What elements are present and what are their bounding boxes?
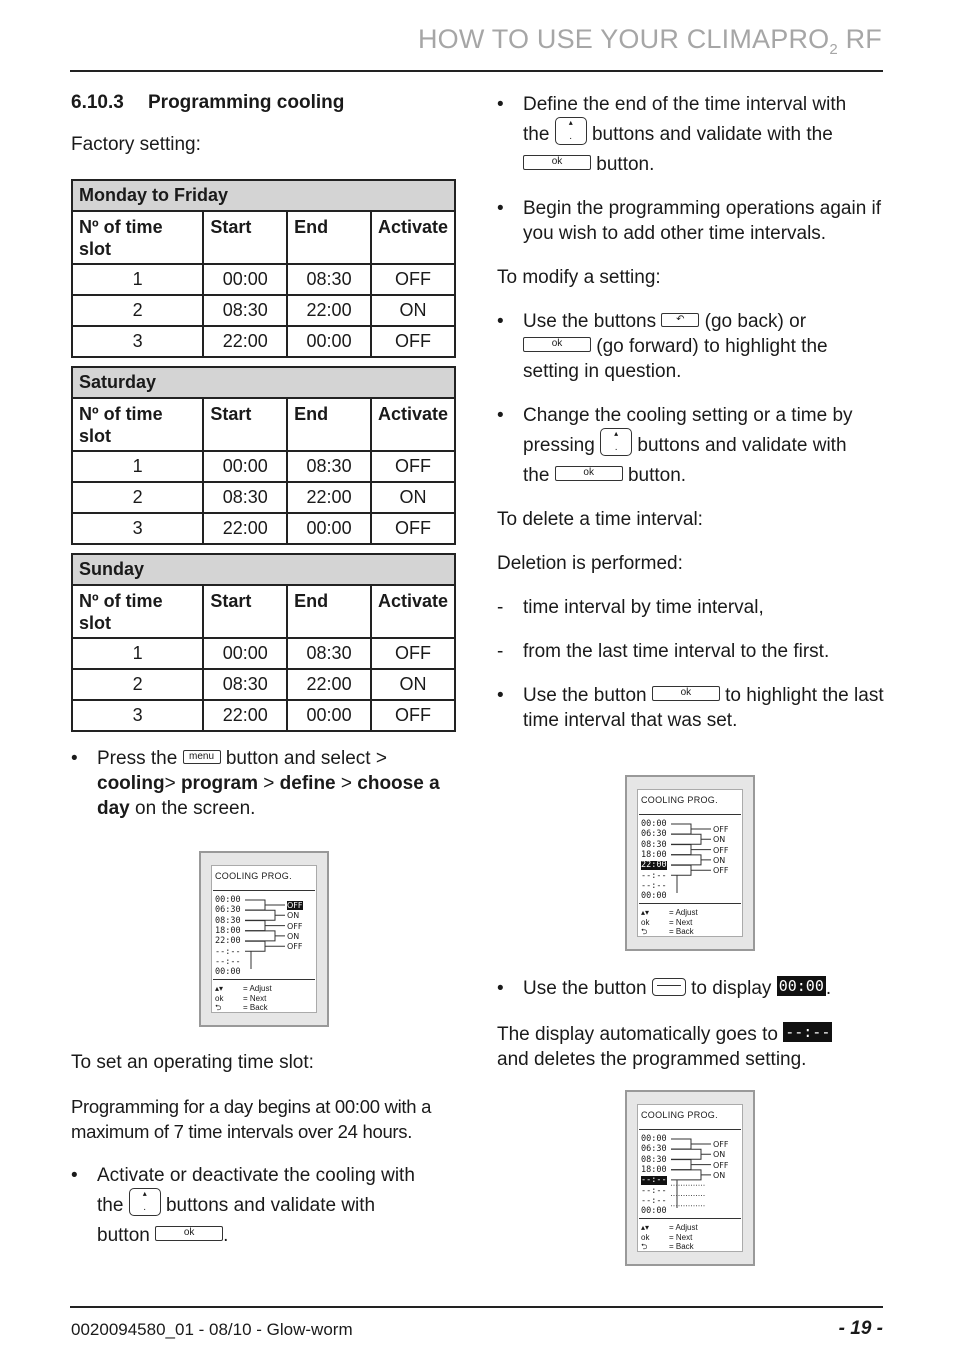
table-cell: 2 [72, 295, 203, 326]
table-cell: OFF [371, 326, 455, 357]
define-end-bullet: • Define the end of the time interval with the ▴ · buttons and validate with the ok button. [497, 92, 887, 177]
table-cell: OFF [371, 264, 455, 295]
screen-state: OFF [713, 1160, 729, 1170]
screen-legend-label: = Next [243, 993, 267, 1003]
table-cell: 22:00 [203, 326, 287, 357]
header-subscript: 2 [829, 41, 838, 58]
screen-state: OFF [713, 825, 729, 834]
header-title: HOW TO USE YOUR CLIMAPRO [417, 24, 830, 54]
screen-state: ON [287, 911, 300, 921]
factory-setting-label: Factory setting: [71, 134, 201, 155]
screen-time: 06:30 [215, 905, 241, 916]
table-day: Monday to Friday [72, 180, 455, 211]
screen-time: --:-- [641, 1185, 667, 1196]
table-column-header: End [287, 211, 371, 264]
table-cell: 22:00 [203, 700, 287, 731]
table-cell: 22:00 [287, 295, 371, 326]
table-column-header: Start [203, 398, 287, 451]
table-cell: 00:00 [203, 451, 287, 482]
screen-time: 18:00 [215, 925, 241, 936]
screen-time: 22:00 [215, 936, 241, 947]
table-cell: OFF [371, 513, 455, 544]
table-cell: 1 [72, 451, 203, 482]
schedule-tables [71, 179, 456, 732]
change-bullet: • Change the cooling setting or a time by pressing ▴ · buttons and validate with the ok button. [497, 403, 887, 488]
up-down-buttons-icon [600, 428, 632, 456]
table-cell: OFF [371, 638, 455, 669]
table-cell: 00:00 [203, 638, 287, 669]
cooling-prog-screen-2 [625, 775, 755, 951]
activate-bullet: • Activate or deactivate the cooling with the ▴ · buttons and validate with button ok . [71, 1163, 456, 1248]
table-cell: 22:00 [203, 513, 287, 544]
up-down-buttons-icon [555, 117, 587, 145]
begin-bullet: • Begin the programming operations again if you wish to add other time intervals. [497, 198, 882, 244]
table-column-header: Start [203, 585, 287, 638]
table-cell: ON [371, 295, 455, 326]
section-number: 6.10.3 [71, 92, 124, 113]
screen-legend-label: = Next [669, 917, 693, 927]
section-heading: Programming cooling [148, 92, 345, 113]
screen-legend-label: = Next [669, 1232, 693, 1242]
screen-state: OFF [713, 845, 729, 855]
ok-button-icon: ok [555, 466, 623, 481]
table-cell: 08:30 [203, 295, 287, 326]
screen-time: 08:30 [641, 839, 667, 850]
screen-legend-key: ok [215, 993, 224, 1003]
screen-state: OFF [713, 1140, 729, 1149]
screen-legend-label: = Adjust [669, 908, 698, 917]
table-column-header: Start [203, 211, 287, 264]
time-chip: 00:00 [778, 976, 824, 995]
footer-text: 0020094580_01 - 08/10 - Glow-worm [71, 1320, 353, 1339]
screen-legend-label: = Back [669, 927, 694, 936]
up-down-buttons-icon [129, 1188, 161, 1216]
set-slot-label: To set an operating time slot: [71, 1052, 314, 1073]
section-title [71, 92, 456, 114]
screen-legend-label: = Adjust [243, 984, 272, 993]
header-title-end: RF [837, 24, 882, 54]
table-cell: 08:30 [287, 451, 371, 482]
table-cell: 08:30 [203, 669, 287, 700]
screen-time: 00:00 [215, 895, 241, 905]
screen-time: --:-- [641, 1195, 667, 1206]
adjust-button-icon [652, 978, 686, 996]
screen-time: 08:30 [641, 1154, 667, 1165]
dash-item-2: - from the last time interval to the first. [497, 641, 830, 662]
table-cell: 08:30 [287, 638, 371, 669]
screen-time: 00:00 [641, 819, 667, 829]
back-button-icon: ↶ [661, 313, 699, 327]
page-number: - 19 - [838, 1318, 883, 1339]
table-cell: 3 [72, 700, 203, 731]
table-column-header: Activate [371, 211, 455, 264]
table-cell: 00:00 [203, 264, 287, 295]
header-rule [70, 70, 883, 72]
modify-label: To modify a setting: [497, 267, 661, 288]
screen-state: OFF [287, 921, 303, 931]
left-column [71, 92, 456, 821]
table-cell: OFF [371, 700, 455, 731]
screen-legend-label: = Adjust [669, 1223, 698, 1232]
screen-time: 06:30 [641, 1144, 667, 1155]
table-column-header: Activate [371, 398, 455, 451]
use-ok-bullet: • Use the button ok to highlight the last time interval that was set. [497, 685, 884, 731]
table-cell: 00:00 [287, 700, 371, 731]
left-lower [71, 1050, 456, 1248]
table-cell: 00:00 [287, 513, 371, 544]
screen-legend-key: ▴▾ [215, 984, 224, 993]
table-cell: ON [371, 482, 455, 513]
screen-time: --:-- [641, 870, 667, 881]
table-cell: 08:30 [203, 482, 287, 513]
screen-state: OFF [287, 901, 303, 910]
screen-legend-label: = Back [243, 1003, 268, 1012]
screen-title: COOLING PROG. [641, 795, 718, 805]
screen-state: ON [287, 931, 300, 941]
screen-time: 00:00 [641, 1134, 667, 1144]
table-column-header: Nº of time slot [72, 398, 203, 451]
table-cell: 2 [72, 669, 203, 700]
screen-time: --:-- [215, 956, 241, 967]
table-column-header: End [287, 585, 371, 638]
table-row [72, 669, 455, 700]
table-row [72, 513, 455, 544]
cooling-prog-screen-1 [199, 851, 329, 1027]
footer-rule [70, 1306, 883, 1308]
table-cell: 3 [72, 326, 203, 357]
use-display-bullet: • Use the button to display 00:00 . [497, 976, 832, 999]
table-cell: 08:30 [287, 264, 371, 295]
press-menu-bullet: • Press the menu button and select > cooling> program > define > choose a day on the screen. [71, 748, 440, 819]
table-row [72, 700, 455, 731]
auto-delete-text: The display automatically goes to --:-- and deletes the programmed setting. [497, 1022, 831, 1070]
table-column-header: End [287, 398, 371, 451]
screen-time: --:-- [641, 1175, 667, 1186]
table-day: Saturday [72, 367, 455, 398]
screen-time: 22:00 [641, 860, 667, 871]
page-header [418, 24, 882, 58]
screen-time: --:-- [641, 880, 667, 891]
table-cell: 3 [72, 513, 203, 544]
screen-legend-key: ▴▾ [641, 1223, 650, 1232]
screen-title: COOLING PROG. [641, 1110, 718, 1120]
deletion-label: Deletion is performed: [497, 553, 683, 574]
use-buttons-bullet: • Use the buttons ↶ (go back) or ok (go forward) to highlight the setting in question. [497, 311, 828, 382]
screen-time: 18:00 [641, 1164, 667, 1175]
table-row [72, 451, 455, 482]
table-column-header: Activate [371, 585, 455, 638]
table-row [72, 638, 455, 669]
schedule-table [71, 179, 456, 358]
schedule-table [71, 553, 456, 732]
screen-legend-key: ⮌ [641, 927, 648, 936]
ok-button-icon: ok [155, 1226, 223, 1241]
ok-button-icon: ok [523, 155, 591, 170]
screen-time: 08:30 [215, 915, 241, 926]
right-column [497, 92, 887, 733]
screen-time: --:-- [215, 946, 241, 957]
screen-legend-label: = Back [669, 1242, 694, 1251]
table-cell: 22:00 [287, 482, 371, 513]
screen-state: ON [713, 835, 726, 845]
menu-button-icon: menu [183, 750, 221, 764]
ok-button-icon: ok [652, 686, 720, 701]
screen-time: 00:00 [641, 891, 667, 902]
table-cell: OFF [371, 451, 455, 482]
screen-time: 06:30 [641, 829, 667, 840]
schedule-table [71, 366, 456, 545]
table-cell: 22:00 [287, 669, 371, 700]
screen-time: 00:00 [215, 967, 241, 978]
dash-item-1: - time interval by time interval, [497, 597, 764, 618]
delete-label: To delete a time interval: [497, 509, 703, 530]
screen-legend-key: ok [641, 1232, 650, 1242]
screen-state: ON [713, 1170, 726, 1180]
screen-state: OFF [713, 866, 729, 876]
right-lower [497, 976, 887, 1072]
table-row [72, 326, 455, 357]
table-column-header: Nº of time slot [72, 211, 203, 264]
screen-title: COOLING PROG. [215, 871, 292, 881]
table-cell: 1 [72, 638, 203, 669]
screen-legend-key: ▴▾ [641, 908, 650, 917]
programming-info: Programming for a day begins at 00:00 with a maximum of 7 time intervals over 24 hours. [71, 1096, 432, 1142]
table-cell: ON [371, 669, 455, 700]
screen-state: ON [713, 855, 726, 865]
screen-state: OFF [287, 942, 303, 952]
ok-button-icon: ok [523, 337, 591, 352]
table-row [72, 482, 455, 513]
cooling-prog-screen-3 [625, 1090, 755, 1266]
table-row [72, 295, 455, 326]
screen-time: 18:00 [641, 849, 667, 860]
screen-time: 00:00 [641, 1206, 667, 1217]
table-cell: 2 [72, 482, 203, 513]
table-column-header: Nº of time slot [72, 585, 203, 638]
screen-legend-key: ⮌ [641, 1242, 648, 1251]
table-cell: 00:00 [287, 326, 371, 357]
screen-legend-key: ok [641, 917, 650, 927]
table-cell: 1 [72, 264, 203, 295]
table-day: Sunday [72, 554, 455, 585]
screen-legend-key: ⮌ [215, 1003, 222, 1012]
empty-time-chip: --:-- [785, 1022, 831, 1041]
screen-state: ON [713, 1150, 726, 1160]
table-row [72, 264, 455, 295]
